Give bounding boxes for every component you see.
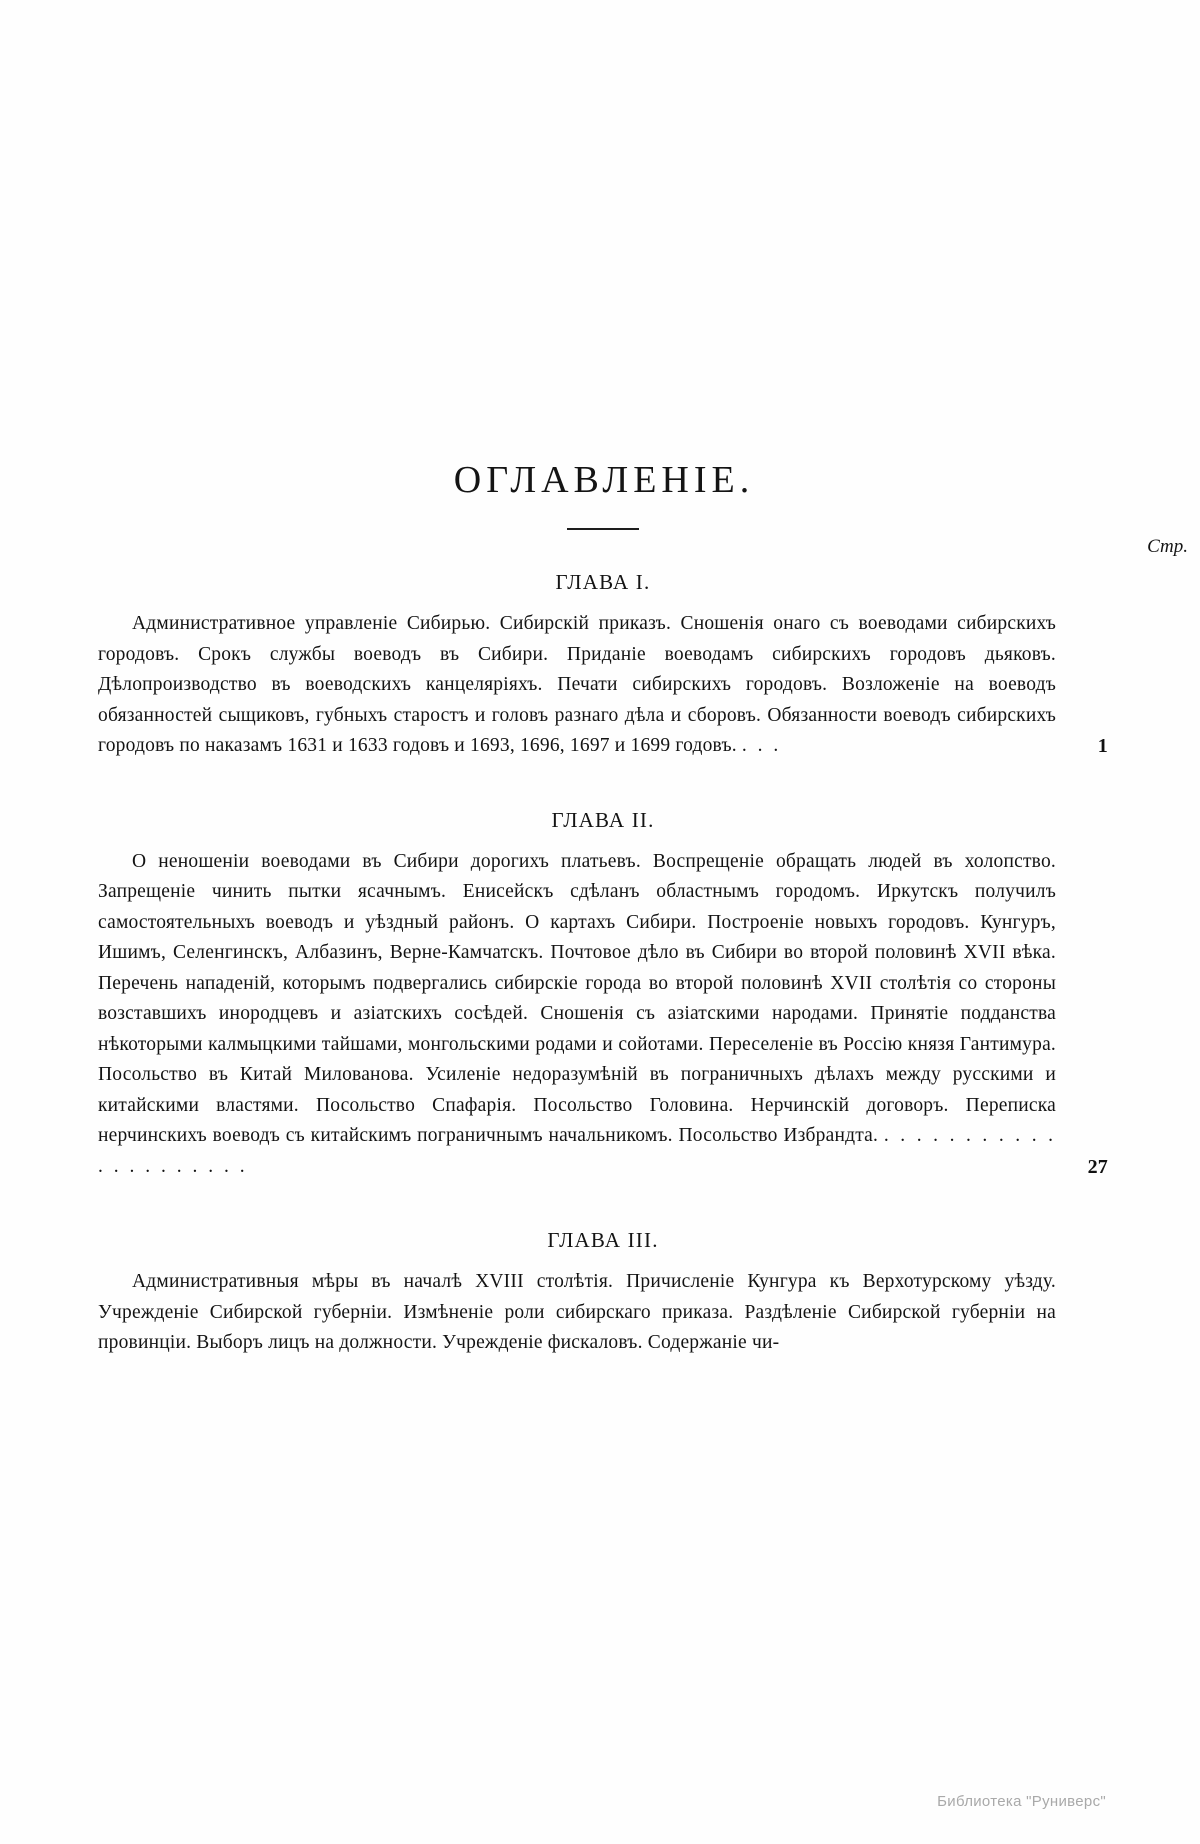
toc-entry-1	[98, 609, 1108, 762]
toc-entry-1-text: Административное управленіе Сибирью. Сибирскій приказъ. Сношенія онаго съ воеводами сибирскихъ городовъ. Срокъ службы воеводъ въ Сибири. Приданіе воеводамъ сибирскихъ городовъ дьяковъ. Дѣлопроизводство въ воеводскихъ канцеляріяхъ. Печати сибирскихъ городовъ. Возложеніе на воеводъ обязанностей сыщиковъ, губныхъ старостъ и головъ разнаго дѣла и сборовъ. Обязанности воеводъ сибирскихъ городовъ по наказамъ 1631 и 1633 годовъ и 1693, 1696, 1697 и 1699 годовъ.	[98, 613, 1056, 756]
toc-entry-3	[98, 1267, 1108, 1359]
library-watermark: Библиотека "Руниверс"	[937, 1793, 1106, 1810]
toc-entry-2-page: 27	[1087, 1155, 1108, 1178]
chapter-heading-1: ГЛАВА I.	[555, 570, 651, 594]
toc-entry-1-page: 1	[1097, 735, 1108, 757]
toc-entry-1-leader: . . .	[741, 735, 782, 756]
chapter-heading-3: ГЛАВА III.	[547, 1228, 659, 1252]
toc-entry-2-text: О неношеніи воеводами въ Сибири дорогихъ платьевъ. Воспрещеніе обращать людей въ холопство. Запрещеніе чинить пытки ясачнымъ. Енисейскъ сдѣланъ областнымъ городомъ. Иркутскъ получилъ самостоятельныхъ воеводъ и уѣздный районъ. О картахъ Сибири. Построеніе новыхъ городовъ. Кунгуръ, Ишимъ, Селенгинскъ, Албазинъ, Верне-Камчатскъ. Почтовое дѣло въ Сибири во второй половинѣ XVII вѣка. Перечень нападеній, которымъ подвергались сибирскіе города во второй половинѣ XVII столѣтія со стороны возставшихъ инородцевъ и азіатскихъ сосѣдей. Сношенія съ азіатскими народами. Принятіе подданства нѣкоторыми калмыцкими тайшами, монгольскими родами и сойотами. Переселеніе въ Россію князя Гантимура. Посольство въ Китай Милованова. Усиленіе недоразумѣній въ пограничныхъ дѣлахъ между русскими и китайскими властями. Посольство Спафарія. Посольство Головина. Нерчинскій договоръ. Переписка нерчинскихъ воеводъ съ китайскимъ пограничнымъ начальникомъ. Посольство Избрандта.	[98, 850, 1056, 1146]
toc-entry-2	[98, 847, 1108, 1183]
toc-entry-3-text: Административныя мѣры въ началѣ XVIII столѣтія. Причисленіе Кунгура къ Верхотурскому уѣзду. Учрежденіе Сибирской губерніи. Измѣненіе роли сибирскаго приказа. Раздѣленіе Сибирской губерніи на провинціи. Выборъ лицъ на должности. Учрежденіе фискаловъ. Содержаніе чи-	[98, 1271, 1056, 1353]
title-divider	[567, 528, 639, 530]
page-column-label: Стр.	[1147, 536, 1188, 557]
toc-entry-2-leader: . . . . . . . . . . . . . . . . . . . . .	[98, 1125, 1057, 1177]
page-title: ОГЛАВЛЕНІЕ.	[453, 459, 755, 501]
chapter-heading-2: ГЛАВА II.	[551, 807, 655, 832]
table-of-contents	[98, 0, 1108, 1359]
